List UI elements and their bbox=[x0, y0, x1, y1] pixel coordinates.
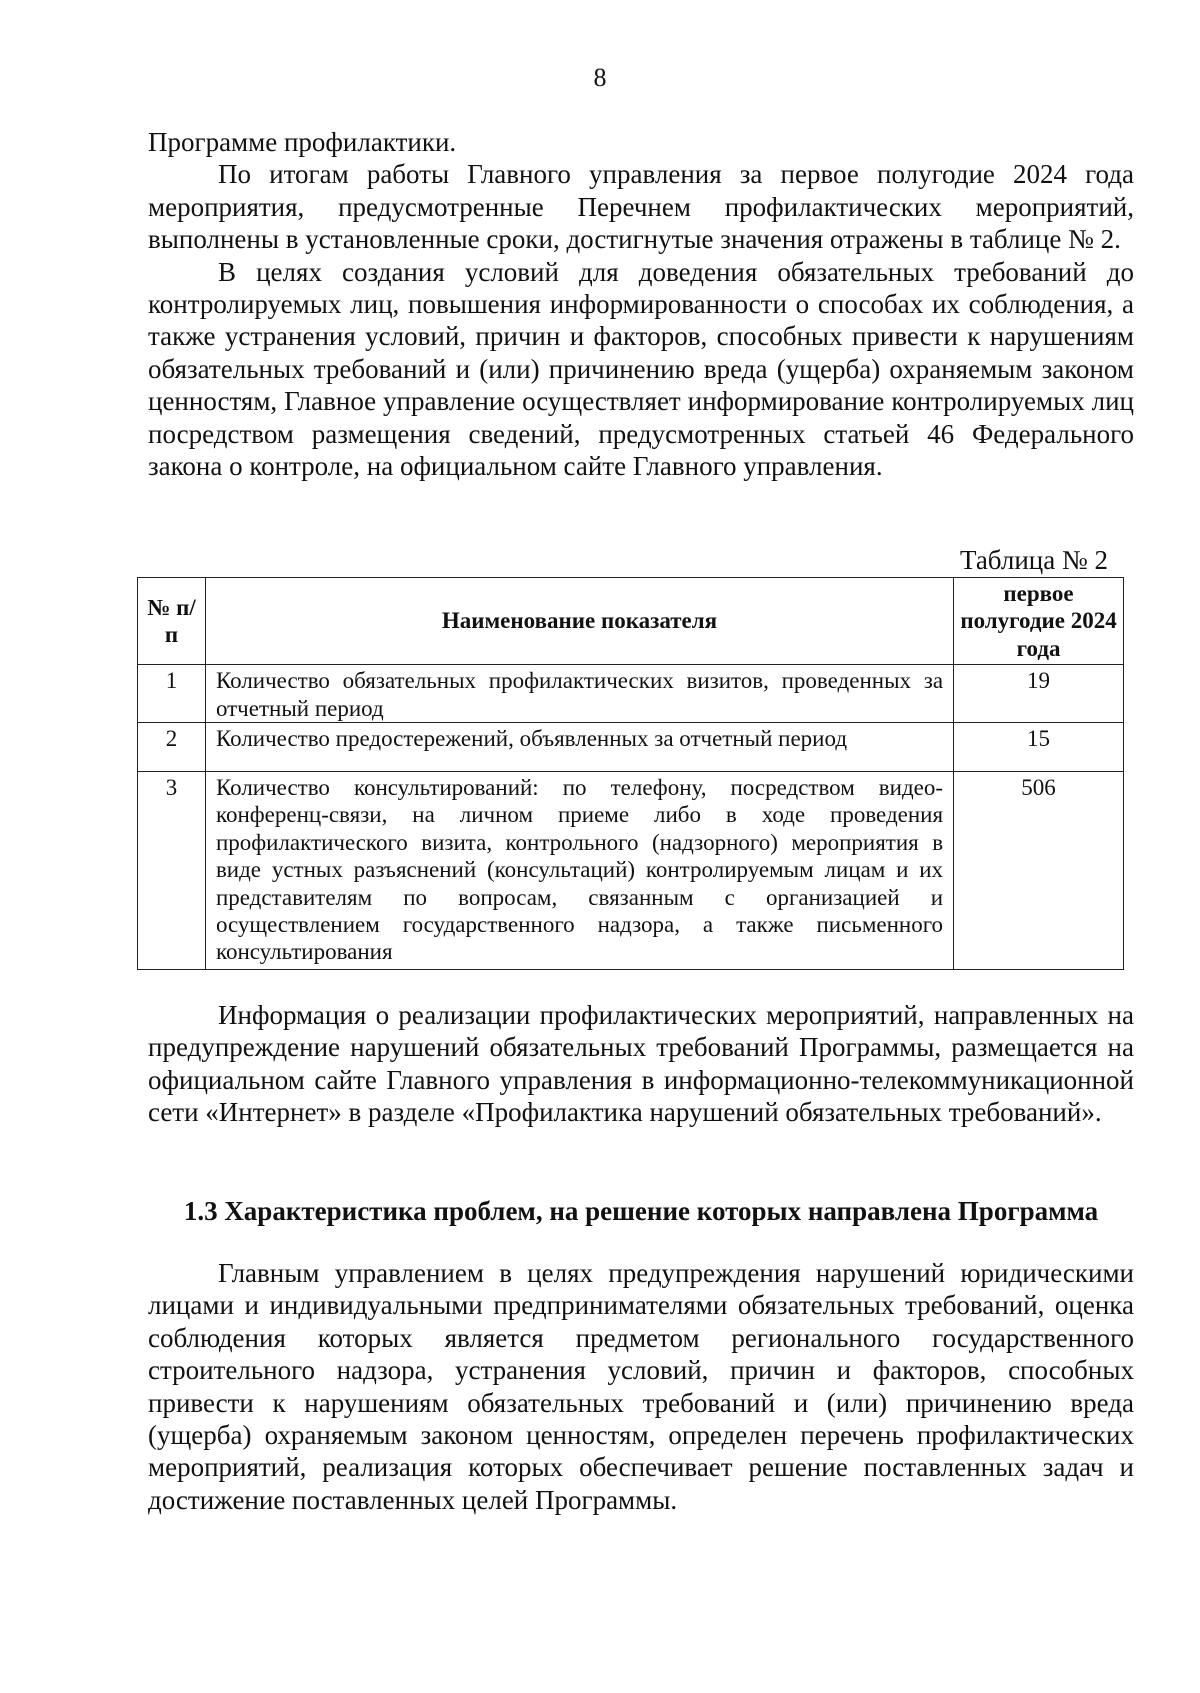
row-number: 1 bbox=[138, 665, 206, 723]
table-caption: Таблица № 2 bbox=[960, 545, 1108, 575]
header-number: № п/п bbox=[138, 578, 206, 665]
row-name: Количество обязательных профилактических визитов, проведенных за отчетный период bbox=[205, 665, 953, 723]
paragraph-informing: В целях создания условий для доведения обязательных требований до контролируемых лиц, повышения информированности о способах их соблюдения, а также устранения условий, причин и факторов, способных привести к нарушениям обязательных требований и (или) причинению вреда (ущерба) охраняемым законом ценностям, Главное управление осуществляет информирование контролируемых лиц посредством размещения сведений, предусмотренных статьей 46 Федерального закона о контроле, на официальном сайте Главного управления. bbox=[148, 256, 1134, 482]
header-value: первое полугодие 2024 года bbox=[954, 578, 1124, 665]
paragraph-continuation: Программе профилактики. bbox=[148, 127, 457, 157]
page-number: 8 bbox=[593, 63, 607, 92]
intro-text bbox=[148, 126, 1134, 482]
section-heading: 1.3 Характеристика проблем, на решение которых направлена Программа bbox=[183, 1196, 1099, 1226]
row-name: Количество предостережений, объявленных за отчетный период bbox=[205, 723, 953, 772]
row-name: Количество консультирований: по телефону, посредством видео-конференц-связи, на личном приеме либо в ходе проведения профилактического визита, контрольного (надзорного) мероприятия в виде устных разъяснений (консультаций) контролируемым лицам и их представителям по вопросам, связанным с организацией и осуществлением государственного надзора, а также письменного консультирования bbox=[205, 772, 953, 970]
table-row bbox=[138, 723, 1124, 772]
paragraph-website-info: Информация о реализации профилактических мероприятий, направленных на предупреждение нарушений обязательных требований Программы, размещается на официальном сайте Главного управления в информационно-телекоммуникационной сети «Интернет» в разделе «Профилактика нарушений обязательных требований». bbox=[148, 1000, 1134, 1128]
table-row bbox=[138, 772, 1124, 970]
row-value: 19 bbox=[954, 665, 1124, 723]
indicators-table bbox=[137, 577, 1124, 970]
table-header-row bbox=[138, 578, 1124, 665]
problems-text bbox=[148, 1257, 1134, 1516]
header-name: Наименование показателя bbox=[205, 578, 953, 665]
table-row bbox=[138, 665, 1124, 723]
information-text bbox=[148, 999, 1134, 1129]
row-value: 15 bbox=[954, 723, 1124, 772]
paragraph-problems: Главным управлением в целях предупреждения нарушений юридическими лицами и индивидуальными предпринимателями обязательных требований, оценка соблюдения которых является предметом регионального государственного строительного надзора, устранения условий, причин и факторов, способных привести к нарушениям обязательных требований и (или) причинению вреда (ущерба) охраняемым законом ценностям, определен перечень профилактических мероприятий, реализация которых обеспечивает решение поставленных задач и достижение поставленных целей Программы. bbox=[148, 1258, 1134, 1515]
row-number: 3 bbox=[138, 772, 206, 970]
row-value: 506 bbox=[954, 772, 1124, 970]
row-number: 2 bbox=[138, 723, 206, 772]
paragraph-results: По итогам работы Главного управления за первое полугодие 2024 года мероприятия, предусмотренные Перечнем профилактических мероприятий, выполнены в установленные сроки, достигнутые значения отражены в таблице № 2. bbox=[148, 159, 1134, 255]
